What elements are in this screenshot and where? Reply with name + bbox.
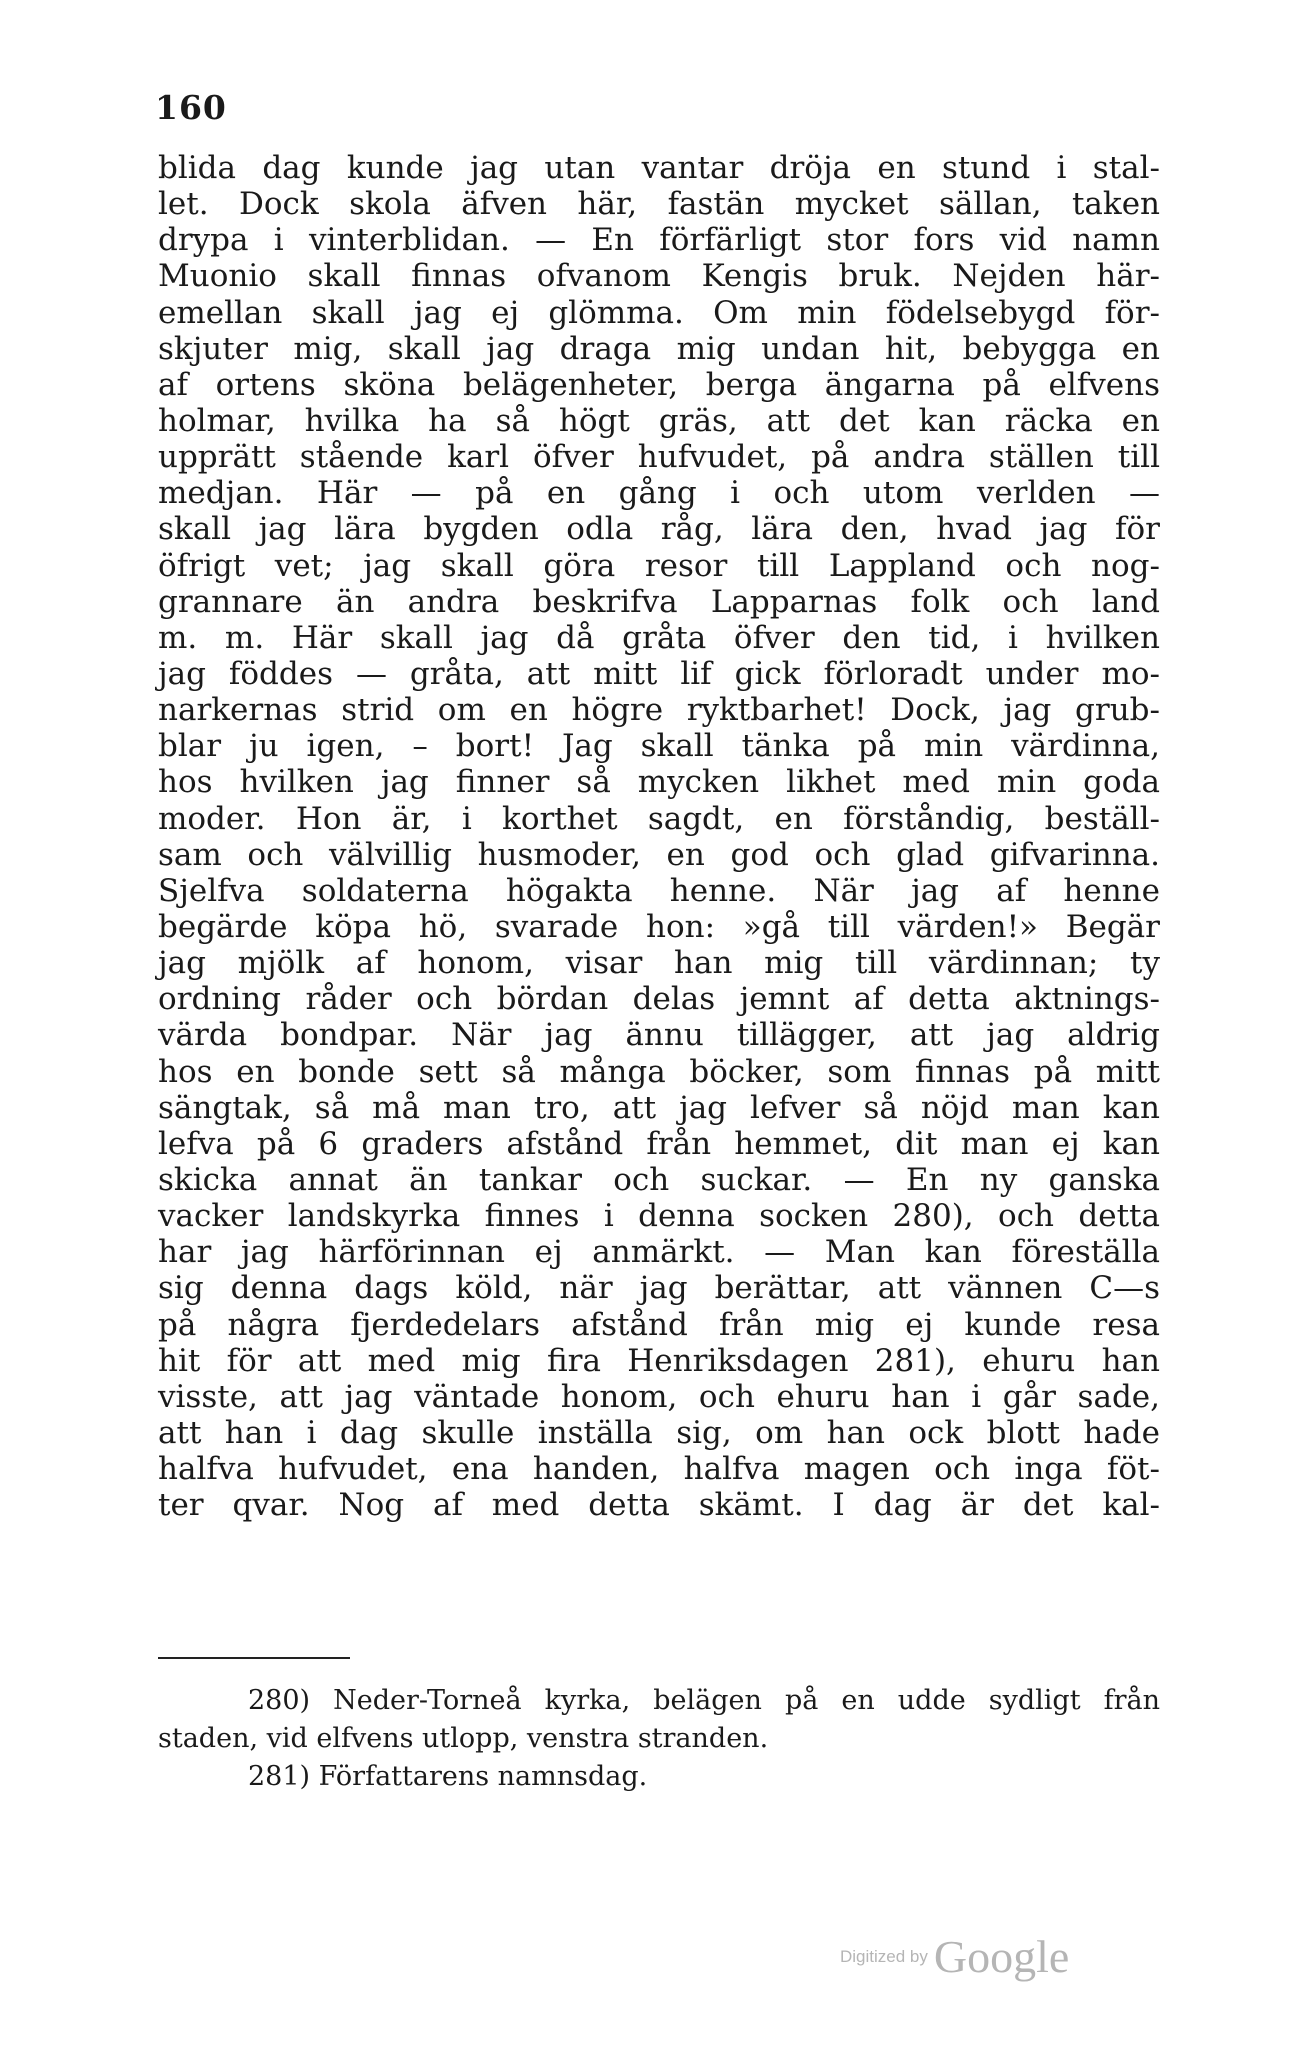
watermark-digitized-by: Digitized by [840,1946,928,1966]
text-line: Sjelfva soldaterna högakta henne. När jag af henne [158,872,1160,909]
text-line: drypa i vinterblidan. — En förfärligt stor fors vid namn [158,222,1160,259]
footnote-280: 280) Neder-Torneå kyrka, belägen på en udde sydligt från [248,1685,1160,1716]
text-line: hos en bonde sett så många böcker, som finnas på mitt [158,1053,1160,1090]
page-number: 160 [155,88,227,127]
text-line: ordning råder och bördan delas jemnt af detta aktnings- [158,981,1160,1018]
text-line: vacker landskyrka finnes i denna socken 280), och detta [158,1198,1160,1235]
footnote-281: 281) Författarens namnsdag. [248,1761,648,1792]
text-line: m. m. Här skall jag då gråta öfver den tid, i hvilken [158,619,1160,656]
text-line: begärde köpa hö, svarade hon: »gå till värden!» Begär [158,908,1160,945]
text-line: blida dag kunde jag utan vantar dröja en stund i stal- [158,150,1160,186]
text-line: holmar, hvilka ha så högt gräs, att det kan räcka en [158,402,1160,439]
google-logo: Google [933,1931,1070,1982]
text-line: jag föddes — gråta, att mitt lif gick förloradt under mo- [158,655,1160,692]
text-line: blar ju igen, – bort! Jag skall tänka på min värdinna, [158,728,1160,765]
text-line: värda bondpar. När jag ännu tillägger, att jag aldrig [158,1017,1160,1054]
text-line: grannare än andra beskrifva Lapparnas folk och land [158,583,1160,620]
text-line: att han i dag skulle inställa sig, om han ock blott hade [158,1414,1160,1451]
footnote-divider [158,1657,350,1659]
text-line: har jag härförinnan ej anmärkt. — Man kan föreställa [158,1234,1160,1271]
text-line: sam och välvillig husmoder, en god och glad gifvarinna. [158,836,1160,873]
text-line: sig denna dags köld, när jag berättar, att vännen C—s [158,1270,1160,1307]
text-line: på några fjerdedelars afstånd från mig ej kunde resa [158,1306,1160,1343]
footnote-280-continued: staden, vid elfvens utlopp, venstra stranden. [158,1723,769,1754]
text-line: moder. Hon är, i korthet sagdt, en förståndig, beställ- [158,800,1160,837]
text-line: visste, att jag väntade honom, och ehuru han i går sade, [158,1378,1160,1415]
digitization-watermark [840,1930,1069,1983]
text-line: lefva på 6 graders afstånd från hemmet, dit man ej kan [158,1125,1160,1162]
text-line: ter qvar. Nog af med detta skämt. I dag är det kal- [158,1487,1160,1524]
text-line: öfrigt vet; jag skall göra resor till Lappland och nog- [158,547,1160,584]
text-line: skall jag lära bygden odla råg, lära den, hvad jag för [158,511,1160,548]
text-line: emellan skall jag ej glömma. Om min födelsebygd för- [158,294,1160,331]
body-text [158,150,1160,1523]
text-line: let. Dock skola äfven här, fastän mycket sällan, taken [158,186,1160,223]
text-line: narkernas strid om en högre ryktbarhet! Dock, jag grub- [158,692,1160,729]
text-line: jag mjölk af honom, visar han mig till värdinnan; ty [158,945,1160,982]
text-line: upprätt stående karl öfver hufvudet, på andra ställen till [158,439,1160,476]
text-line: skicka annat än tankar och suckar. — En ny ganska [158,1161,1160,1198]
text-line: sängtak, så må man tro, att jag lefver så nöjd man kan [158,1089,1160,1126]
text-line: skjuter mig, skall jag draga mig undan hit, bebygga en [158,330,1160,367]
text-line: halfva hufvudet, ena handen, halfva magen och inga föt- [158,1451,1160,1488]
footnotes [158,1682,1160,1796]
text-line: medjan. Här — på en gång i och utom verlden — [158,475,1160,512]
text-line: Muonio skall finnas ofvanom Kengis bruk. Nejden här- [158,258,1160,295]
text-line: af ortens sköna belägenheter, berga ängarna på elfvens [158,366,1160,403]
text-line: hos hvilken jag finner så mycken likhet med min goda [158,764,1160,801]
text-line: hit för att med mig fira Henriksdagen 281), ehuru han [158,1342,1160,1379]
